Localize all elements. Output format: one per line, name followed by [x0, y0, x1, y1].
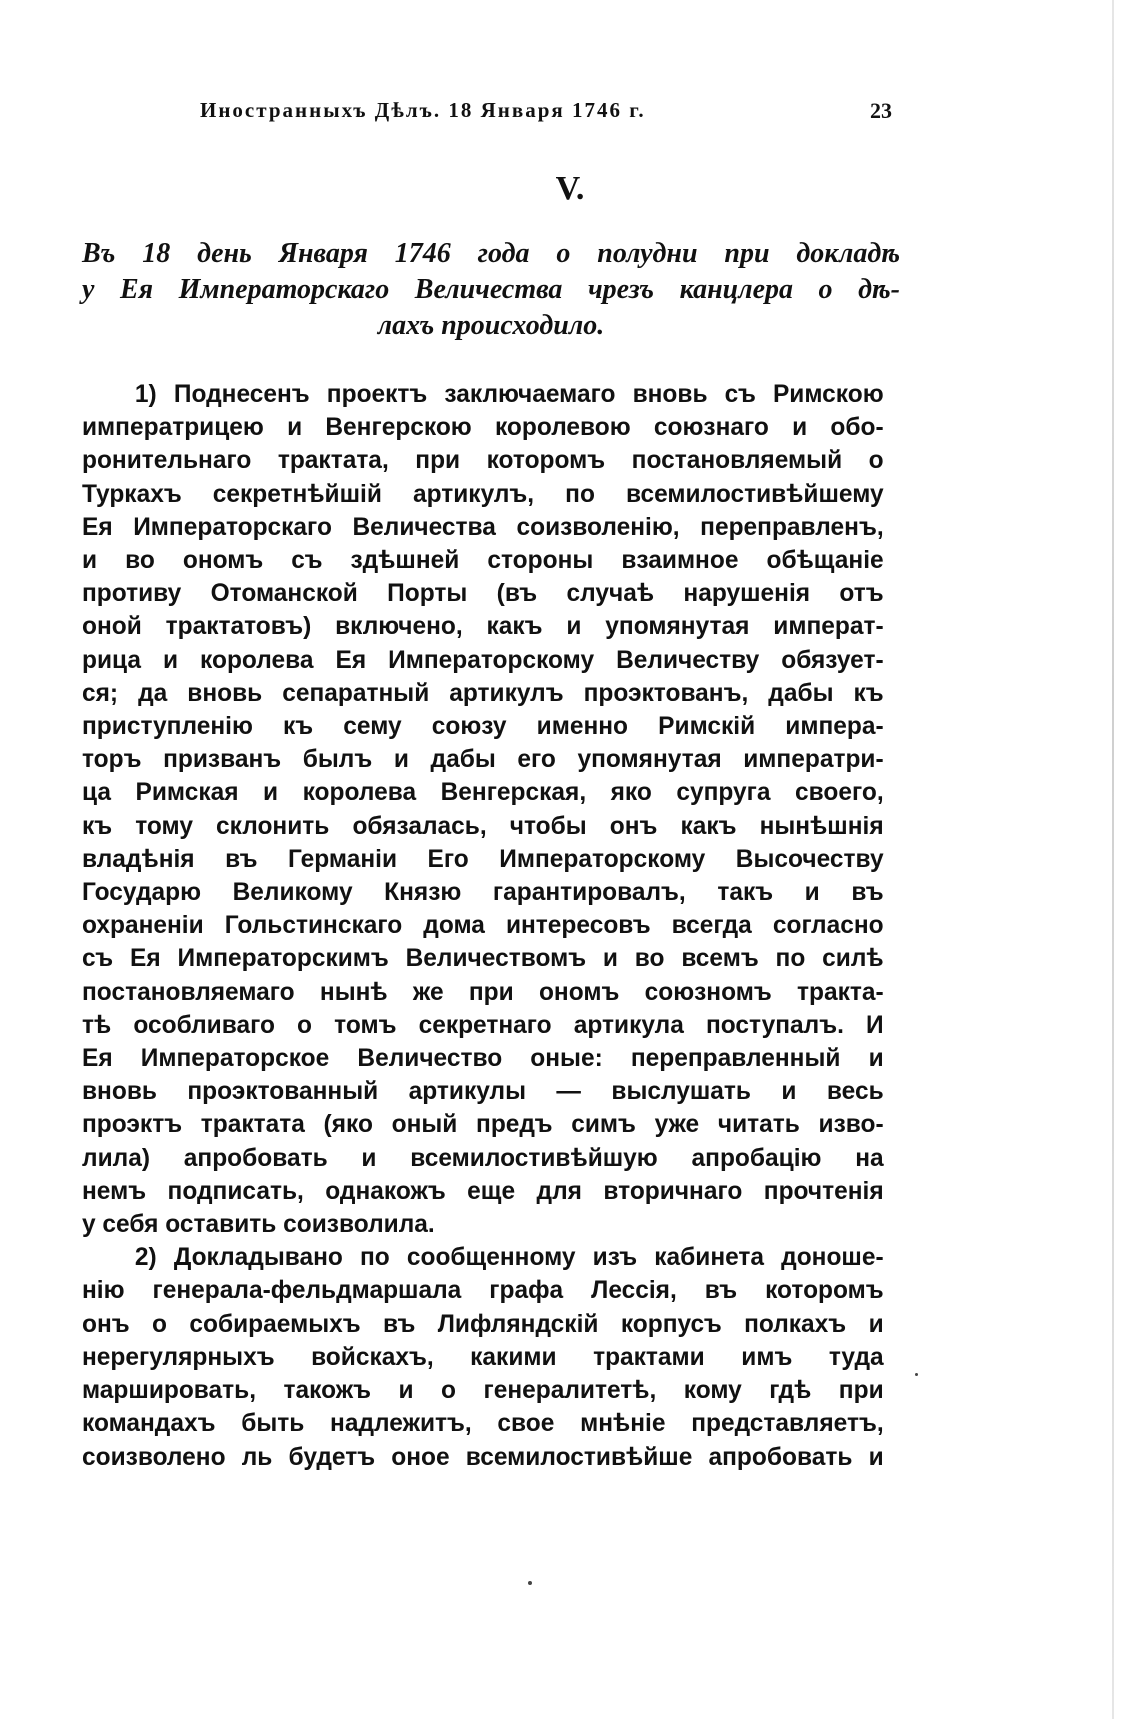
paragraph-1-line: Государю Великому Князю гарантировалъ, такъ и въ	[82, 878, 884, 907]
paragraph-1-line: приступленію къ сему союзу именно Римскій импера-	[82, 712, 884, 741]
paragraph-1-line: противу Отоманской Порты (въ случаѣ нарушенія отъ	[82, 579, 884, 608]
paragraph-2-line: онъ о собираемыхъ въ Лифляндскій корпусъ полкахъ и	[82, 1309, 884, 1338]
paragraph-1-line: тѣ особливаго о томъ секретнаго артикула поступалъ. И	[82, 1010, 884, 1039]
paragraph-1-line: постановляемаго нынѣ же при ономъ союзномъ тракта-	[82, 977, 884, 1006]
paragraph-1-line: къ тому склонить обязалась, чтобы онъ какъ нынѣшнія	[82, 811, 884, 840]
body-text	[82, 378, 884, 1474]
paragraph-1-line: Туркахъ секретнѣйшій артикулъ, по всемилостивѣйшему	[82, 479, 884, 508]
paragraph-1-line: оной трактатовъ) включено, какъ и упомянутая императ-	[82, 612, 884, 641]
paragraph-1-line: ца Римская и королева Венгерская, яко супруга своего,	[82, 778, 884, 807]
paragraph-2-line: соизволено ль будетъ оное всемилостивѣйше апробовать и	[82, 1442, 884, 1471]
paragraph-1-line: ронительнаго трактата, при которомъ постановляемый о	[82, 446, 884, 475]
paragraph-2-line: командахъ быть надлежитъ, свое мнѣніе представляетъ,	[82, 1409, 884, 1438]
paragraph-1-line: охраненіи Гольстинскаго дома интересовъ всегда согласно	[82, 911, 884, 940]
paragraph-1-line: Ея Императорское Величество оные: переправленный и	[82, 1044, 884, 1073]
section-numeral: V.	[555, 170, 585, 207]
paragraph-1-line: рица и королева Ея Императорскому Величеству обязует-	[82, 645, 884, 674]
heading-line: у Ея Императорскаго Величества чрезъ канцлера о дѣ-	[82, 274, 900, 305]
paragraph-1-line: торъ призванъ былъ и дабы его упомянутая императри-	[82, 745, 884, 774]
paragraph-1-line: владѣнія въ Германіи Его Императорскому Высочеству	[82, 844, 884, 873]
running-header: Иностранныхъ Дѣлъ. 18 Января 1746 г.	[200, 98, 646, 122]
paragraph-1-line: немъ подписать, однакожъ еще для вторичнаго прочтенія	[82, 1176, 884, 1205]
paragraph-2-line: нію генерала-фельдмаршала графа Лессія, въ которомъ	[82, 1276, 884, 1305]
entry-heading	[82, 236, 900, 344]
paragraph-2-line: маршировать, такожъ и о генералитетѣ, кому гдѣ при	[82, 1376, 884, 1405]
page-number: 23	[870, 98, 892, 123]
paragraph-1-line: императрицею и Венгерскою королевою союзнаго и обо-	[82, 413, 884, 442]
heading-line: лахъ происходило.	[377, 310, 605, 341]
paragraph-1-line: у себя оставить соизволила.	[82, 1210, 435, 1239]
paragraph-1-line: и во ономъ съ здѣшней стороны взаимное обѣщаніе	[82, 546, 884, 575]
print-speck	[528, 1581, 532, 1585]
paragraph-1-line: лила) апробовать и всемилостивѣйшую апробацію на	[82, 1143, 884, 1172]
paragraph-1-line: вновь проэктованный артикулы — выслушать и весь	[82, 1077, 884, 1106]
scan-edge-shadow	[1112, 0, 1114, 1719]
paragraph-1-line: проэктъ трактата (яко оный предъ симъ уже читать изво-	[82, 1110, 884, 1139]
print-speck	[915, 1373, 918, 1376]
paragraph-1-line: съ Ея Императорскимъ Величествомъ и во всемъ по силѣ	[82, 944, 884, 973]
paragraph-2-line: нерегулярныхъ войскахъ, какими трактами имъ туда	[82, 1342, 884, 1371]
heading-line: Въ 18 день Января 1746 года о полудни при докладѣ	[82, 238, 900, 269]
paragraph-2-line: 2) Докладывано по сообщенному изъ кабинета доноше-	[134, 1243, 884, 1272]
paragraph-1-line: ся; да вновь сепаратный артикулъ проэктованъ, дабы къ	[82, 678, 884, 707]
paragraph-1-line: 1) Поднесенъ проектъ заключаемаго вновь съ Римскою	[134, 380, 884, 408]
paragraph-1-line: Ея Императорскаго Величества соизволенію, переправленъ,	[82, 512, 884, 541]
